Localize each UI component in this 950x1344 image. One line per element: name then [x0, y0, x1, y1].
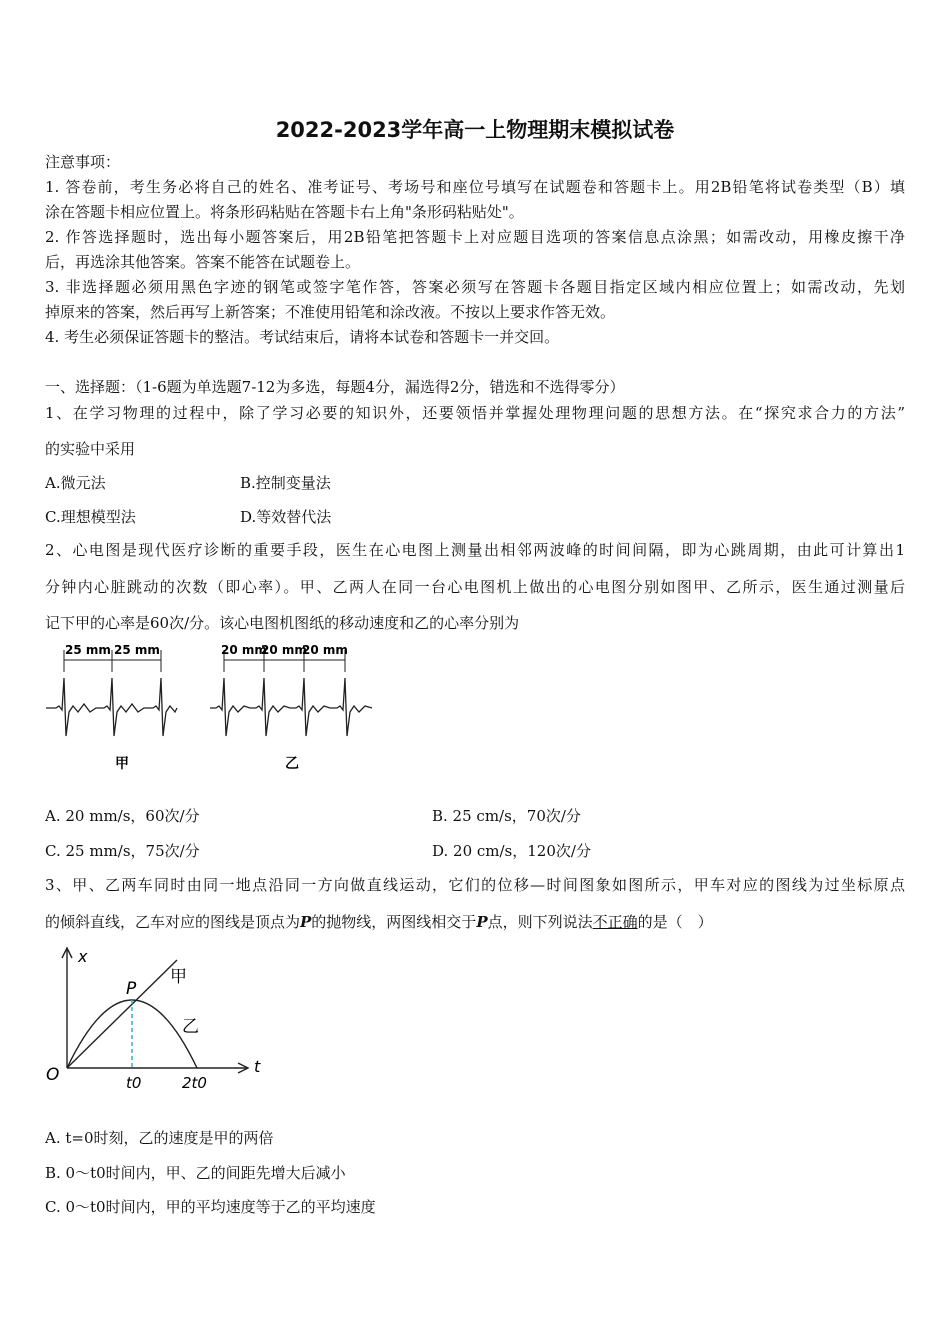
page-title: 2022-2023学年高一上物理期末模拟试卷 — [275, 118, 675, 142]
q3-option-a: A. t=0时刻，乙的速度是甲的两倍 — [45, 1129, 274, 1147]
q3-point-p: P — [300, 913, 312, 931]
q3-option-b: B. 0～t0时间内，甲、乙的间距先增大后减小 — [45, 1164, 346, 1182]
notice-line-7: 4. 考生必须保证答题卡的整洁。考试结束后，请将本试卷和答题卡一并交回。 — [45, 328, 560, 346]
ecg-figure — [40, 638, 385, 778]
jia-label: 甲 — [115, 756, 129, 772]
yi-spacing-3: 20 mm — [302, 643, 348, 657]
q3-point-p: P — [476, 913, 488, 931]
q1-option-d: D.等效替代法 — [240, 508, 332, 526]
q1-option-c: C.理想模型法 — [45, 508, 136, 526]
q1-line-1: 1、在学习物理的过程中，除了学习必要的知识外，还要领悟并掌握处理物理问题的思想方法。在“探究求合力的方法” — [45, 404, 905, 422]
q1-option-a: A.微元法 — [45, 474, 106, 492]
notice-line-4: 后，再选涂其他答案。答案不能答在试题卷上。 — [45, 253, 361, 271]
q3-line-2-c: 点，则下列说法 — [487, 913, 593, 931]
xt-graph — [42, 940, 272, 1100]
p-label: P — [126, 979, 137, 999]
q2-option-c: C. 25 mm/s，75次/分 — [45, 842, 200, 860]
2t0-label: 2t0 — [182, 1074, 207, 1092]
section-heading: 一、选择题：（1-6题为单选题7-12为多选，每题4分，漏选得2分，错选和不选得零分） — [45, 378, 625, 396]
jia-ecg-trace — [46, 678, 177, 736]
q2-option-a: A. 20 mm/s，60次/分 — [45, 807, 200, 825]
q2-option-b: B. 25 cm/s，70次/分 — [432, 807, 581, 825]
q3-line-2-a: 的倾斜直线，乙车对应的图线是顶点为 — [45, 913, 301, 931]
q2-option-d: D. 20 cm/s，120次/分 — [432, 842, 591, 860]
x-axis-label: x — [78, 947, 88, 966]
q3-line-2-d: 的是（ ） — [637, 913, 713, 931]
yi-spacing-2: 20 mm — [261, 643, 307, 657]
q3-line-1: 3、甲、乙两车同时由同一地点沿同一方向做直线运动，它们的位移—时间图象如图所示，甲车对应的图线为过坐标原点 — [45, 876, 905, 894]
q2-line-3: 记下甲的心率是60次/分。该心电图机图纸的移动速度和乙的心率分别为 — [45, 614, 520, 632]
notice-line-6: 掉原来的答案，然后再写上新答案；不准使用铅笔和涂改液。不按以上要求作答无效。 — [45, 303, 616, 321]
notice-line-3: 2. 作答选择题时，选出每小题答案后，用2B铅笔把答题卡上对应题目选项的答案信息点涂黑；如需改动，用橡皮擦干净 — [45, 228, 905, 246]
notice-line-1: 1. 答卷前，考生务必将自己的姓名、准考证号、考场号和座位号填写在试题卷和答题卡上。用2B铅笔将试卷类型（B）填 — [45, 178, 905, 196]
yi-ecg-trace — [210, 678, 372, 736]
jia-curve-label: 甲 — [170, 967, 187, 987]
q2-line-2: 分钟内心脏跳动的次数（即心率）。甲、乙两人在同一台心电图机上做出的心电图分别如图甲、乙所示，医生通过测量后 — [45, 578, 905, 596]
q1-option-b: B.控制变量法 — [240, 474, 331, 492]
notice-line-2: 涂在答题卡相应位置上。将条形码粘贴在答题卡右上角"条形码粘贴处"。 — [45, 203, 524, 221]
jia-spacing-2: 25 mm — [114, 643, 160, 657]
notice-line-5: 3. 非选择题必须用黑色字迹的钢笔或签字笔作答，答案必须写在答题卡各题目指定区域内相应位置上；如需改动，先划 — [45, 278, 905, 296]
q2-line-1: 2、心电图是现代医疗诊断的重要手段，医生在心电图上测量出相邻两波峰的时间间隔，即为心跳周期，由此可计算出1 — [45, 541, 905, 559]
yi-label: 乙 — [285, 756, 299, 772]
t0-label: t0 — [126, 1074, 142, 1092]
origin-label: O — [46, 1065, 60, 1085]
q1-line-2: 的实验中采用 — [45, 440, 136, 458]
q3-line-2-b: 的抛物线，两图线相交于 — [311, 913, 477, 931]
jia-spacing-1: 25 mm — [65, 643, 111, 657]
q3-underlined-text: 不正确 — [592, 913, 638, 931]
t-axis-label: t — [254, 1057, 261, 1076]
yi-curve-label: 乙 — [182, 1017, 199, 1037]
q3-option-c: C. 0～t0时间内，甲的平均速度等于乙的平均速度 — [45, 1198, 376, 1216]
notice-heading: 注意事项： — [45, 153, 121, 171]
q3-line-2 — [45, 912, 713, 932]
yi-spacing-1: 20 mm — [221, 643, 267, 657]
